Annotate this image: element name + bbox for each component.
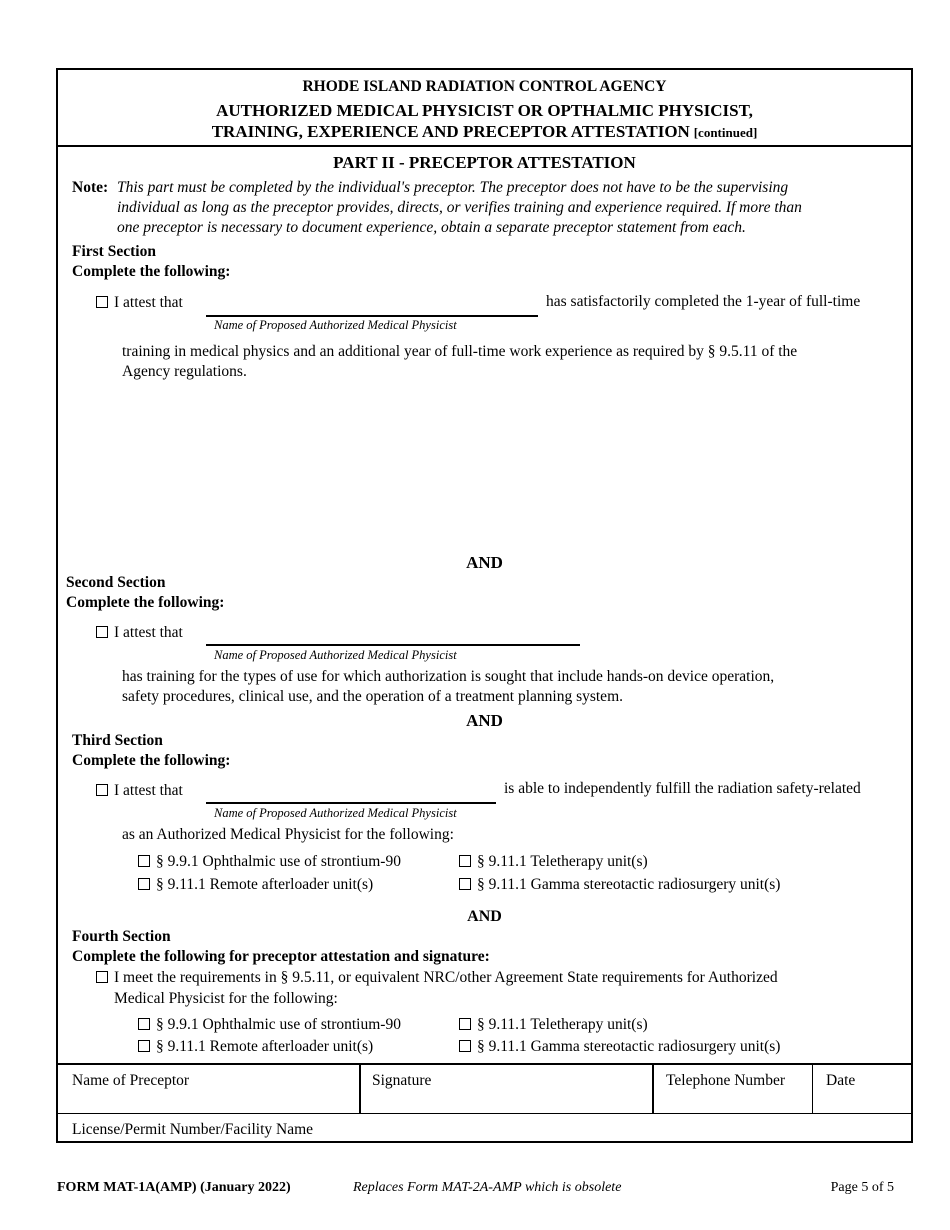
fourth-statement-checkbox[interactable] (96, 971, 108, 983)
third-name-field[interactable] (206, 802, 496, 804)
first-name-caption: Name of Proposed Authorized Medical Physicist (214, 318, 457, 332)
third-section-instruction: Complete the following: (72, 752, 231, 769)
fourth-option-label: § 9.11.1 Teletherapy unit(s) (477, 1016, 648, 1033)
and-separator-3: AND (467, 908, 502, 925)
first-body-line-1: training in medical physics and an additional year of full-time work experience as required by § 9.5.11 of the (122, 343, 798, 360)
third-option-row[interactable] (138, 853, 401, 871)
fourth-option-row[interactable] (138, 1038, 373, 1056)
note-line-1: This part must be completed by the individual's preceptor. The preceptor does not have to be the supervising (117, 179, 789, 196)
agency-name: RHODE ISLAND RADIATION CONTROL AGENCY (302, 78, 667, 95)
third-body-line: as an Authorized Medical Physicist for the following: (122, 826, 454, 843)
license-row-divider (58, 1113, 911, 1114)
third-option-label: § 9.11.1 Teletherapy unit(s) (477, 853, 648, 870)
fourth-section-instruction: Complete the following for preceptor attestation and signature: (72, 948, 490, 965)
fourth-option-row[interactable] (459, 1038, 780, 1056)
signature-table-top-border (58, 1063, 911, 1065)
third-attest-label: I attest that (114, 782, 183, 799)
part-title: PART II - PRECEPTOR ATTESTATION (333, 153, 636, 172)
form-id: FORM MAT-1A(AMP) (January 2022) (57, 1180, 291, 1195)
fourth-statement-line-2: Medical Physicist for the following: (114, 990, 338, 1007)
note-label: Note: (72, 179, 109, 196)
third-attest-checkbox[interactable] (96, 784, 108, 796)
second-name-caption: Name of Proposed Authorized Medical Physicist (214, 648, 457, 662)
third-option-label: § 9.9.1 Ophthalmic use of strontium-90 (156, 853, 401, 870)
form-title-line1: AUTHORIZED MEDICAL PHYSICIST OR OPTHALMIC PHYSICIST, (216, 101, 753, 120)
replaces-note: Replaces Form MAT-2A-AMP which is obsolete (353, 1180, 622, 1195)
date-col-divider (812, 1063, 813, 1113)
third-attest-row (96, 782, 183, 800)
signature-col-divider (359, 1063, 361, 1113)
signature-cell[interactable]: Signature (372, 1072, 432, 1089)
and-separator-1: AND (466, 553, 503, 572)
third-option-row[interactable] (138, 876, 373, 894)
page-number: Page 5 of 5 (830, 1180, 894, 1195)
third-name-caption: Name of Proposed Authorized Medical Physicist (214, 806, 457, 820)
fourth-option-label: § 9.11.1 Remote afterloader unit(s) (156, 1038, 374, 1055)
third-option-checkbox[interactable] (138, 855, 150, 867)
fourth-option-label: § 9.9.1 Ophthalmic use of strontium-90 (156, 1016, 401, 1033)
license-cell[interactable]: License/Permit Number/Facility Name (72, 1121, 314, 1138)
first-attest-checkbox[interactable] (96, 296, 108, 308)
third-option-label: § 9.11.1 Remote afterloader unit(s) (156, 876, 374, 893)
second-attest-checkbox[interactable] (96, 626, 108, 638)
first-name-field[interactable] (206, 315, 538, 317)
fourth-statement-line-1: I meet the requirements in § 9.5.11, or equivalent NRC/other Agreement State requirements for Authorized (114, 969, 778, 986)
fourth-option-row[interactable] (138, 1016, 401, 1034)
third-option-checkbox[interactable] (138, 878, 150, 890)
first-after-name: has satisfactorily completed the 1-year of full-time (546, 293, 861, 310)
first-attest-row (96, 294, 183, 312)
fourth-option-checkbox[interactable] (138, 1040, 150, 1052)
form-frame (56, 68, 913, 1143)
third-section-heading: Third Section (72, 732, 163, 749)
second-body-line-2: safety procedures, clinical use, and the operation of a treatment planning system. (122, 688, 623, 705)
form-title-line2-wrap (58, 122, 911, 142)
fourth-section-heading: Fourth Section (72, 928, 171, 945)
second-section-heading: Second Section (66, 574, 166, 591)
second-attest-label: I attest that (114, 624, 183, 641)
note-line-3: one preceptor is necessary to document experience, obtain a separate preceptor statement from each. (117, 219, 746, 236)
first-section-heading: First Section (72, 243, 156, 260)
third-option-label: § 9.11.1 Gamma stereotactic radiosurgery unit(s) (477, 876, 781, 893)
third-option-checkbox[interactable] (459, 878, 471, 890)
first-attest-label: I attest that (114, 294, 183, 311)
fourth-statement-row (96, 969, 778, 987)
second-section-instruction: Complete the following: (66, 594, 225, 611)
header-divider (58, 145, 911, 147)
fourth-option-checkbox[interactable] (138, 1018, 150, 1030)
telephone-col-divider (652, 1063, 654, 1113)
note-line-2: individual as long as the preceptor provides, directs, or verifies training and experience required. If more than (117, 199, 802, 216)
third-option-row[interactable] (459, 853, 648, 871)
third-option-checkbox[interactable] (459, 855, 471, 867)
fourth-option-checkbox[interactable] (459, 1018, 471, 1030)
fourth-option-label: § 9.11.1 Gamma stereotactic radiosurgery unit(s) (477, 1038, 781, 1055)
second-attest-row (96, 624, 183, 642)
second-body-line-1: has training for the types of use for which authorization is sought that include hands-on device operation, (122, 668, 775, 685)
first-body-line-2: Agency regulations. (122, 363, 247, 380)
fourth-option-row[interactable] (459, 1016, 648, 1034)
continued-label: [continued] (693, 125, 758, 140)
and-separator-2: AND (466, 711, 503, 730)
preceptor-name-cell[interactable]: Name of Preceptor (72, 1072, 190, 1089)
fourth-option-checkbox[interactable] (459, 1040, 471, 1052)
first-section-instruction: Complete the following: (72, 263, 231, 280)
second-name-field[interactable] (206, 644, 580, 646)
telephone-cell[interactable]: Telephone Number (666, 1072, 785, 1089)
third-after-name: is able to independently fulfill the radiation safety-related (504, 780, 861, 797)
date-cell[interactable]: Date (826, 1072, 856, 1089)
form-title-line2: TRAINING, EXPERIENCE AND PRECEPTOR ATTESTATION (211, 122, 690, 141)
third-option-row[interactable] (459, 876, 780, 894)
